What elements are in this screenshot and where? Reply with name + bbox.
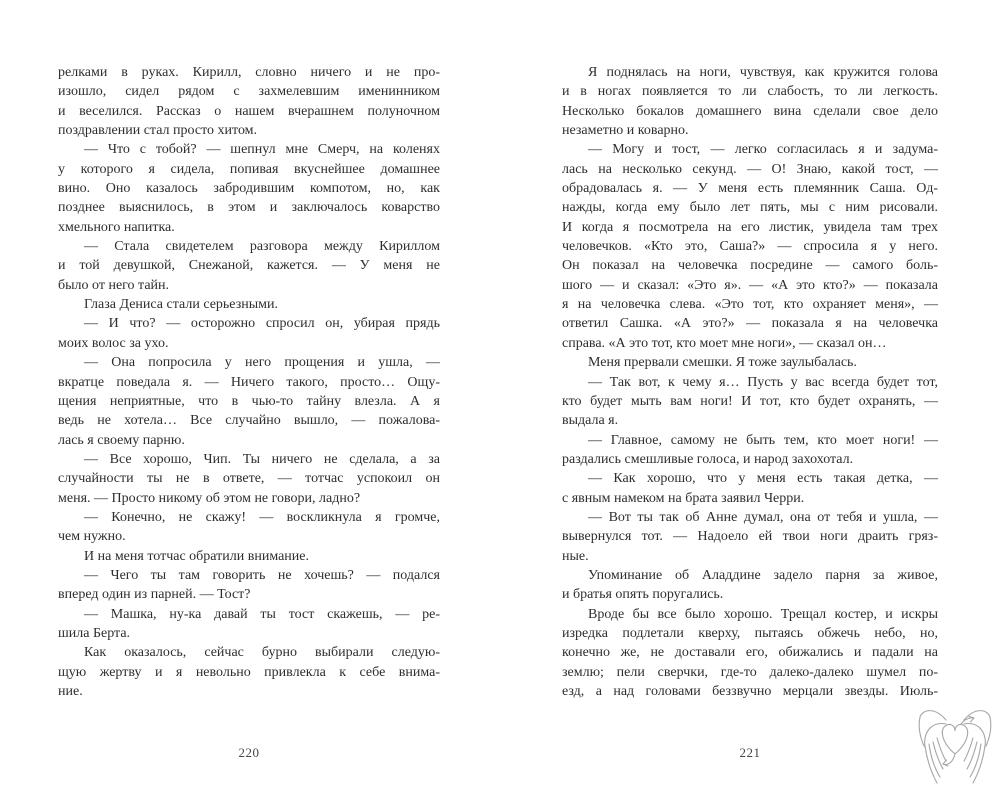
text-line: — Стала свидетелем разговора между Кириллом: [84, 239, 440, 255]
text-line: — Она попросила у него прощения и ушла, —: [84, 355, 440, 371]
text-line: случайности ты не в ответе, — тотчас успокоил он: [58, 471, 440, 487]
text-line: вперед один из парней. — Тост?: [58, 587, 251, 603]
text-line: релками в руках. Кирилл, словно ничего и не про-: [58, 65, 440, 80]
text-line: чем нужно.: [58, 529, 126, 545]
text-line: изредка подлетали кверху, пытаясь обжечь небо, но,: [562, 625, 938, 641]
text-line: выдала я.: [562, 413, 619, 429]
text-line: и в ногах появляется то ли слабость, то ли легкость.: [562, 84, 938, 100]
text-line: вывернулся тот. — Надоело ей твои ноги драить гряз-: [562, 529, 938, 545]
text-line: обрадовалась я. — У меня есть племянник Саша. Од-: [562, 181, 938, 197]
text-line: справа. «А это тот, кто моет мне ноги», — сказал он…: [562, 335, 887, 351]
text-line: — Все хорошо, Чип. Ты ничего не сделала, а за: [84, 451, 440, 467]
left-page-text: [58, 63, 440, 701]
text-line: Вроде бы все было хорошо. Трещал костер, и искры: [588, 606, 938, 622]
text-line: землю; пели сверчки, где-то далеко-далеко шумел по-: [562, 664, 938, 680]
text-line: вкратце поведала я. — Ничего такого, просто… Ощу-: [58, 374, 440, 390]
text-line: ные.: [562, 548, 589, 564]
text-line: меня. — Просто никому об этом не говори, ладно?: [58, 490, 361, 506]
text-line: я на человечка слева. «Это тот, кто охраняет меня», —: [562, 297, 938, 313]
text-line: у которого я сидела, попивая вкуснейшее домашнее: [58, 161, 440, 177]
text-line: Глаза Дениса стали серьезными.: [84, 297, 278, 313]
text-line: лась на несколько секунд. — О! Знаю, какой тост, —: [562, 161, 938, 177]
text-line: нажды, когда ему было лет пять, мы с ним рисовали.: [562, 200, 938, 216]
text-line: Он показал на человечка посредине — самого боль-: [562, 258, 938, 274]
text-line: позднее выяснилось, в этом и заключалось коварство: [58, 200, 440, 216]
text-line: — Машка, ну-ка давай ты тост скажешь, — ре-: [84, 606, 440, 622]
winged-heart-icon: [913, 699, 997, 797]
text-line: с явным намеком на брата заявил Черри.: [562, 490, 805, 506]
text-line: и веселился. Рассказ о нашем вчерашнем полуночном: [58, 103, 440, 119]
text-line: — Конечно, не скажу! — воскликнула я громче,: [84, 509, 440, 525]
text-line: шого — и сказал: «Это я». — «А это кто?» — показала: [562, 277, 938, 293]
text-line: щения неприятные, что в чью-то тайну влезла. А я: [58, 393, 440, 409]
text-line: было от него тайн.: [58, 277, 170, 293]
text-line: И на меня тотчас обратили внимание.: [84, 548, 309, 564]
text-line: — Как хорошо, что у меня есть такая детка, —: [588, 471, 938, 487]
text-line: поздравлении стал просто хитом.: [58, 123, 258, 139]
text-line: — Вот ты так об Анне думал, она от тебя и ушла, —: [588, 509, 938, 525]
text-line: щую жертву и я невольно привлекла к себе внима-: [58, 664, 440, 680]
text-line: Как оказалось, сейчас бурно выбирали следую-: [84, 645, 440, 661]
text-line: изошло, сидел рядом с захмелевшим именинником: [58, 84, 440, 100]
right-page-text: [562, 63, 938, 701]
text-line: человечков. «Кто это, Саша?» — спросила я у него.: [562, 239, 938, 255]
text-line: вино. Оно казалось забродившим компотом, но, как: [58, 181, 440, 197]
text-line: Я поднялась на ноги, чувствуя, как кружится голова: [588, 65, 938, 80]
text-line: — Так вот, к чему я… Пусть у вас всегда будет тот,: [588, 374, 938, 390]
text-line: шила Берта.: [58, 625, 131, 641]
left-page-number: 220: [238, 745, 260, 760]
right-page-number: 221: [739, 745, 761, 760]
text-line: кто будет мыть вам ноги! И тот, кто будет охранять, —: [562, 393, 938, 409]
text-line: раздались смешливые голоса, и народ захохотал.: [562, 451, 854, 467]
text-line: — Чего ты там говорить не хочешь? — подался: [84, 567, 440, 583]
text-line: Несколько бокалов домашнего вина сделали свое дело: [562, 103, 938, 119]
text-line: — И что? — осторожно спросил он, убирая прядь: [84, 316, 440, 332]
text-line: лась я своему парню.: [58, 432, 185, 448]
text-line: и братья опять поругались.: [562, 587, 724, 603]
text-line: езд, а над головами беззвучно мерцали звезды. Июль-: [562, 684, 938, 699]
text-line: И когда я посмотрела на его листик, увидела там трех: [562, 219, 938, 235]
text-line: ведь не хотела… Все случайно вышло, — пожалова-: [58, 413, 440, 429]
text-line: хмельного напитка.: [58, 219, 175, 235]
text-line: конечно же, не доставали его, обижались и падали на: [562, 645, 938, 661]
text-line: моих волос за ухо.: [58, 335, 169, 351]
text-line: — Что с тобой? — шепнул мне Смерч, на коленях: [84, 142, 440, 158]
text-line: — Могу и тост, — легко согласилась я и задума-: [588, 142, 938, 158]
text-line: и той девушкой, Снежаной, кажется. — У меня не: [58, 258, 440, 274]
text-line: ние.: [58, 684, 83, 699]
text-line: Упоминание об Аладдине задело парня за живое,: [588, 567, 938, 583]
text-line: незаметно и коварно.: [562, 123, 689, 139]
text-line: Меня прервали смешки. Я тоже заулыбалась.: [588, 355, 857, 371]
text-line: ответил Сашка. «А это?» — показала я на человечка: [562, 316, 938, 332]
text-line: — Главное, самому не быть тем, кто моет ноги! —: [588, 432, 938, 448]
